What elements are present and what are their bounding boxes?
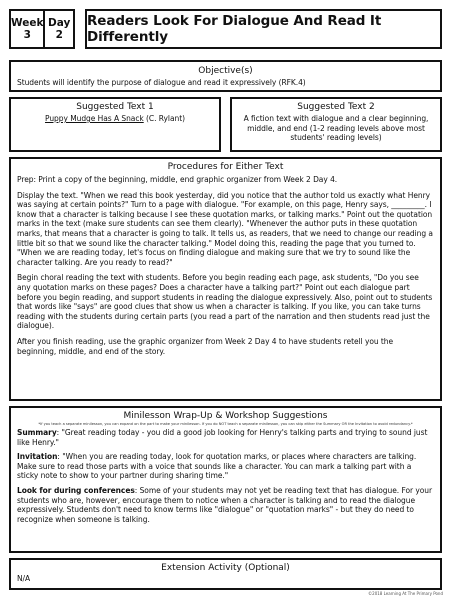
day-label: Day — [48, 17, 71, 29]
invitation-label: Invitation — [17, 452, 58, 462]
minilesson-title: Minilesson Wrap-Up & Workshop Suggestions — [123, 411, 328, 421]
extension-text: N/A — [17, 574, 31, 583]
copyright-footer: ©2018 Learning At The Primary Pond — [368, 591, 443, 596]
invitation-text: : "When you are reading today, look for quotation marks, or places where characters are talking. Make sure to read those parts with a voice that sounds like a character. You can mark a talking part with a sticky note to show to your partner during sharing time." — [17, 452, 417, 481]
week-value: 3 — [23, 29, 31, 41]
suggested-text-1-section — [9, 97, 221, 152]
minilesson-section — [9, 406, 442, 553]
suggested-book-author: (C. Rylant) — [143, 114, 185, 123]
day-cell — [43, 11, 73, 47]
objective-section — [9, 60, 442, 92]
day-value: 2 — [55, 29, 63, 41]
objective-text: Students will identify the purpose of dialogue and read it expressively (RFK.4) — [17, 78, 306, 87]
conferences-label: Look for during conferences — [17, 485, 135, 495]
suggested-book-title: Puppy Mudge Has A Snack — [45, 114, 144, 123]
page-title: Readers Look For Dialogue And Read It Differently — [85, 9, 442, 49]
procedures-paragraph-1: Display the text. "When we read this book yesterday, did you notice that the author told us exactly what Henry was saying at certain points?" Turn to a page with dialogue. "For example, on this page, Henry says, _________. I know that a character is talking because I see these quotation marks, or talking marks." Point out the quotation marks in the text (make sure students can see them clearly). "Whenever the author puts in these quotation marks, that means that a character is going to talk. It tells us, as readers, that we need to change our reading a little bit so that we sound like the character talking." Model doing this, reading the page that you turned to. "When we are reading today, let's focus on finding dialogue and making sure that we try to sound like the character talking. Are you ready to read?" — [17, 190, 433, 267]
summary-label: Summary — [17, 428, 57, 437]
suggested-text-2-title: Suggested Text 2 — [297, 102, 375, 112]
suggested-text-1-body — [17, 114, 213, 124]
week-day-box — [9, 9, 75, 49]
procedures-paragraph-2: Begin choral reading the text with students. Before you begin reading each page, ask students, "Do you see any quotation marks on these pages? Does a character have a talking part?" Point out each dialogue part before you begin reading, and support students in reading the dialogue expressively. Also, point out to students that words like "says" are good clues that show us when a character is talking. If you like, you can take turns reading with the students during certain parts (you read a part of the narration and then students read just the dialogue). — [17, 273, 433, 331]
procedures-paragraph-3: After you finish reading, use the graphic organizer from Week 2 Day 4 to have students retell you the beginning, middle, and end of the story. — [17, 336, 394, 356]
suggested-text-2-section — [230, 97, 442, 152]
procedures-prep: Prep: Print a copy of the beginning, middle, end graphic organizer from Week 2 Day 4. — [17, 175, 338, 184]
week-label: Week — [11, 17, 44, 29]
extension-title: Extension Activity (Optional) — [161, 563, 290, 573]
procedures-section — [9, 157, 442, 401]
week-cell — [11, 11, 43, 47]
summary-paragraph — [17, 428, 434, 447]
suggested-text-1-title: Suggested Text 1 — [76, 102, 154, 112]
objective-title: Objective(s) — [198, 66, 253, 76]
minilesson-fine-print: *If you teach a separate minilesson, you can expand on the part to make your minilesson. If you do NOT teach a separate minilesson, you can skip either the Summary OR the Invitation to avoid redundancy.* — [38, 422, 413, 426]
procedures-title: Procedures for Either Text — [167, 162, 284, 172]
suggested-text-2-body: A fiction text with dialogue and a clear beginning, middle, and end (1-2 reading levels above most students' reading levels) — [243, 114, 429, 143]
extension-section — [9, 558, 442, 590]
summary-text: : "Great reading today - you did a good job looking for Henry's talking parts and trying to sound just like Henry." — [17, 428, 428, 447]
conferences-text: : Some of your students may not yet be reading text that has dialogue. For your students who are, however, encourage them to notice when a character is talking and to read the dialogue expressively. Students don't need to know terms like "dialogue" or "quotation marks" - but they do need to recognize when someone is talking. — [17, 485, 433, 524]
conferences-paragraph — [17, 486, 434, 524]
invitation-paragraph — [17, 452, 434, 481]
